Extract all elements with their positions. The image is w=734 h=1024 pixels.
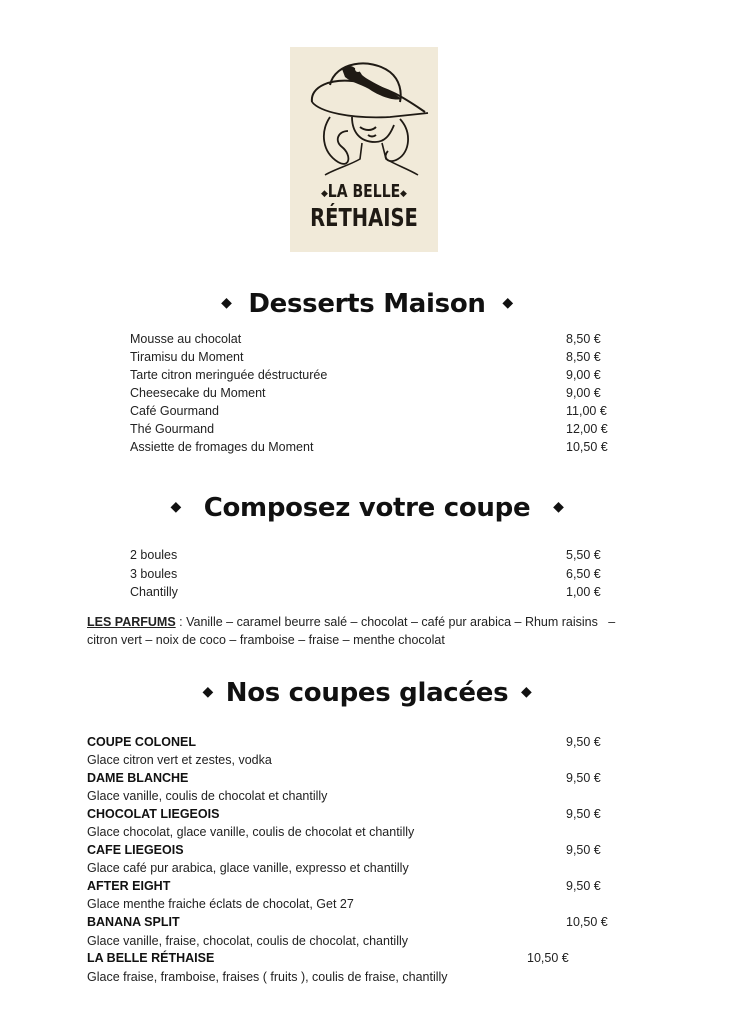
coupe-name: CHOCOLAT LIEGEOIS [87,807,220,821]
coupe-price: 10,50 € [527,951,569,965]
menu-item-price: 9,00 € [566,368,601,382]
section-heading-coupes [0,678,734,708]
menu-item-name: Mousse au chocolat [130,332,242,346]
coupe-price: 9,50 € [566,771,601,785]
coupe-name: CAFE LIEGEOIS [87,843,184,857]
menu-item-name: Assiette de fromages du Moment [130,440,314,454]
menu-item-name: 2 boules [130,548,178,562]
section-title: Composez votre coupe [203,493,531,523]
coupe-name: BANANA SPLIT [87,915,180,929]
menu-item-name: 3 boules [130,567,178,581]
menu-item-price: 5,50 € [566,548,601,562]
menu-item-price: 1,00 € [566,585,601,599]
coupe-name: COUPE COLONEL [87,735,197,749]
diamond-icon: ◆ [170,498,181,515]
menu-item-name: Café Gourmand [130,404,219,418]
logo-text-line1: LA BELLE [327,181,401,202]
diamond-icon: ◆ [553,498,564,515]
coupe-description: Glace fraise, framboise, fraises ( fruits ), coulis de fraise, chantilly [87,970,448,984]
coupe-price: 10,50 € [566,915,608,929]
coupe-name: LA BELLE RÉTHAISE [87,951,215,965]
menu-item-price: 6,50 € [566,567,601,581]
flavours-list-part2: citron vert – noix de coco – framboise – fraise – menthe chocolat [87,633,445,647]
menu-item-price: 10,50 € [566,440,608,454]
coupe-price: 9,50 € [566,879,601,893]
coupe-description: Glace chocolat, glace vanille, coulis de chocolat et chantilly [87,825,415,839]
section-title: Desserts Maison [248,289,486,319]
menu-item-name: Chantilly [130,585,178,599]
coupe-description: Glace café pur arabica, glace vanille, expresso et chantilly [87,861,409,875]
coupe-description: Glace citron vert et zestes, vodka [87,753,272,767]
menu-item-price: 12,00 € [566,422,608,436]
coupe-description: Glace menthe fraiche éclats de chocolat, Get 27 [87,897,354,911]
coupe-name: AFTER EIGHT [87,879,171,893]
logo-text-line2: RÉTHAISE [310,203,418,232]
menu-item-name: Tarte citron meringuée déstructurée [130,368,328,382]
menu-item-name: Cheesecake du Moment [130,386,266,400]
flavours-line [87,613,707,631]
coupe-price: 9,50 € [566,843,601,857]
coupe-description: Glace vanille, coulis de chocolat et chantilly [87,789,328,803]
section-title: Nos coupes glacées [225,678,509,708]
restaurant-logo [290,47,438,252]
menu-item-name: Thé Gourmand [130,422,215,436]
menu-item-price: 9,00 € [566,386,601,400]
diamond-icon: ◆ [502,294,513,311]
logo-diamond-left-icon: ◆ [321,188,328,198]
coupe-price: 9,50 € [566,735,601,749]
diamond-icon: ◆ [202,683,213,700]
flavours-label: LES PARFUMS [87,615,176,629]
diamond-icon: ◆ [221,294,232,311]
menu-item-name: Tiramisu du Moment [130,350,244,364]
logo-diamond-right-icon: ◆ [400,188,407,198]
section-heading-desserts [0,289,734,319]
menu-item-price: 11,00 € [566,404,607,418]
diamond-icon: ◆ [521,683,532,700]
coupe-description: Glace vanille, fraise, chocolat, coulis de chocolat, chantilly [87,934,408,948]
menu-item-price: 8,50 € [566,332,601,346]
coupe-name: DAME BLANCHE [87,771,189,785]
flavours-list-part1: : Vanille – caramel beurre salé – chocolat – café pur arabica – Rhum raisins – [175,615,616,629]
lady-portrait-illustration [290,47,438,177]
coupe-price: 9,50 € [566,807,601,821]
menu-item-price: 8,50 € [566,350,601,364]
section-heading-compose [0,493,734,523]
